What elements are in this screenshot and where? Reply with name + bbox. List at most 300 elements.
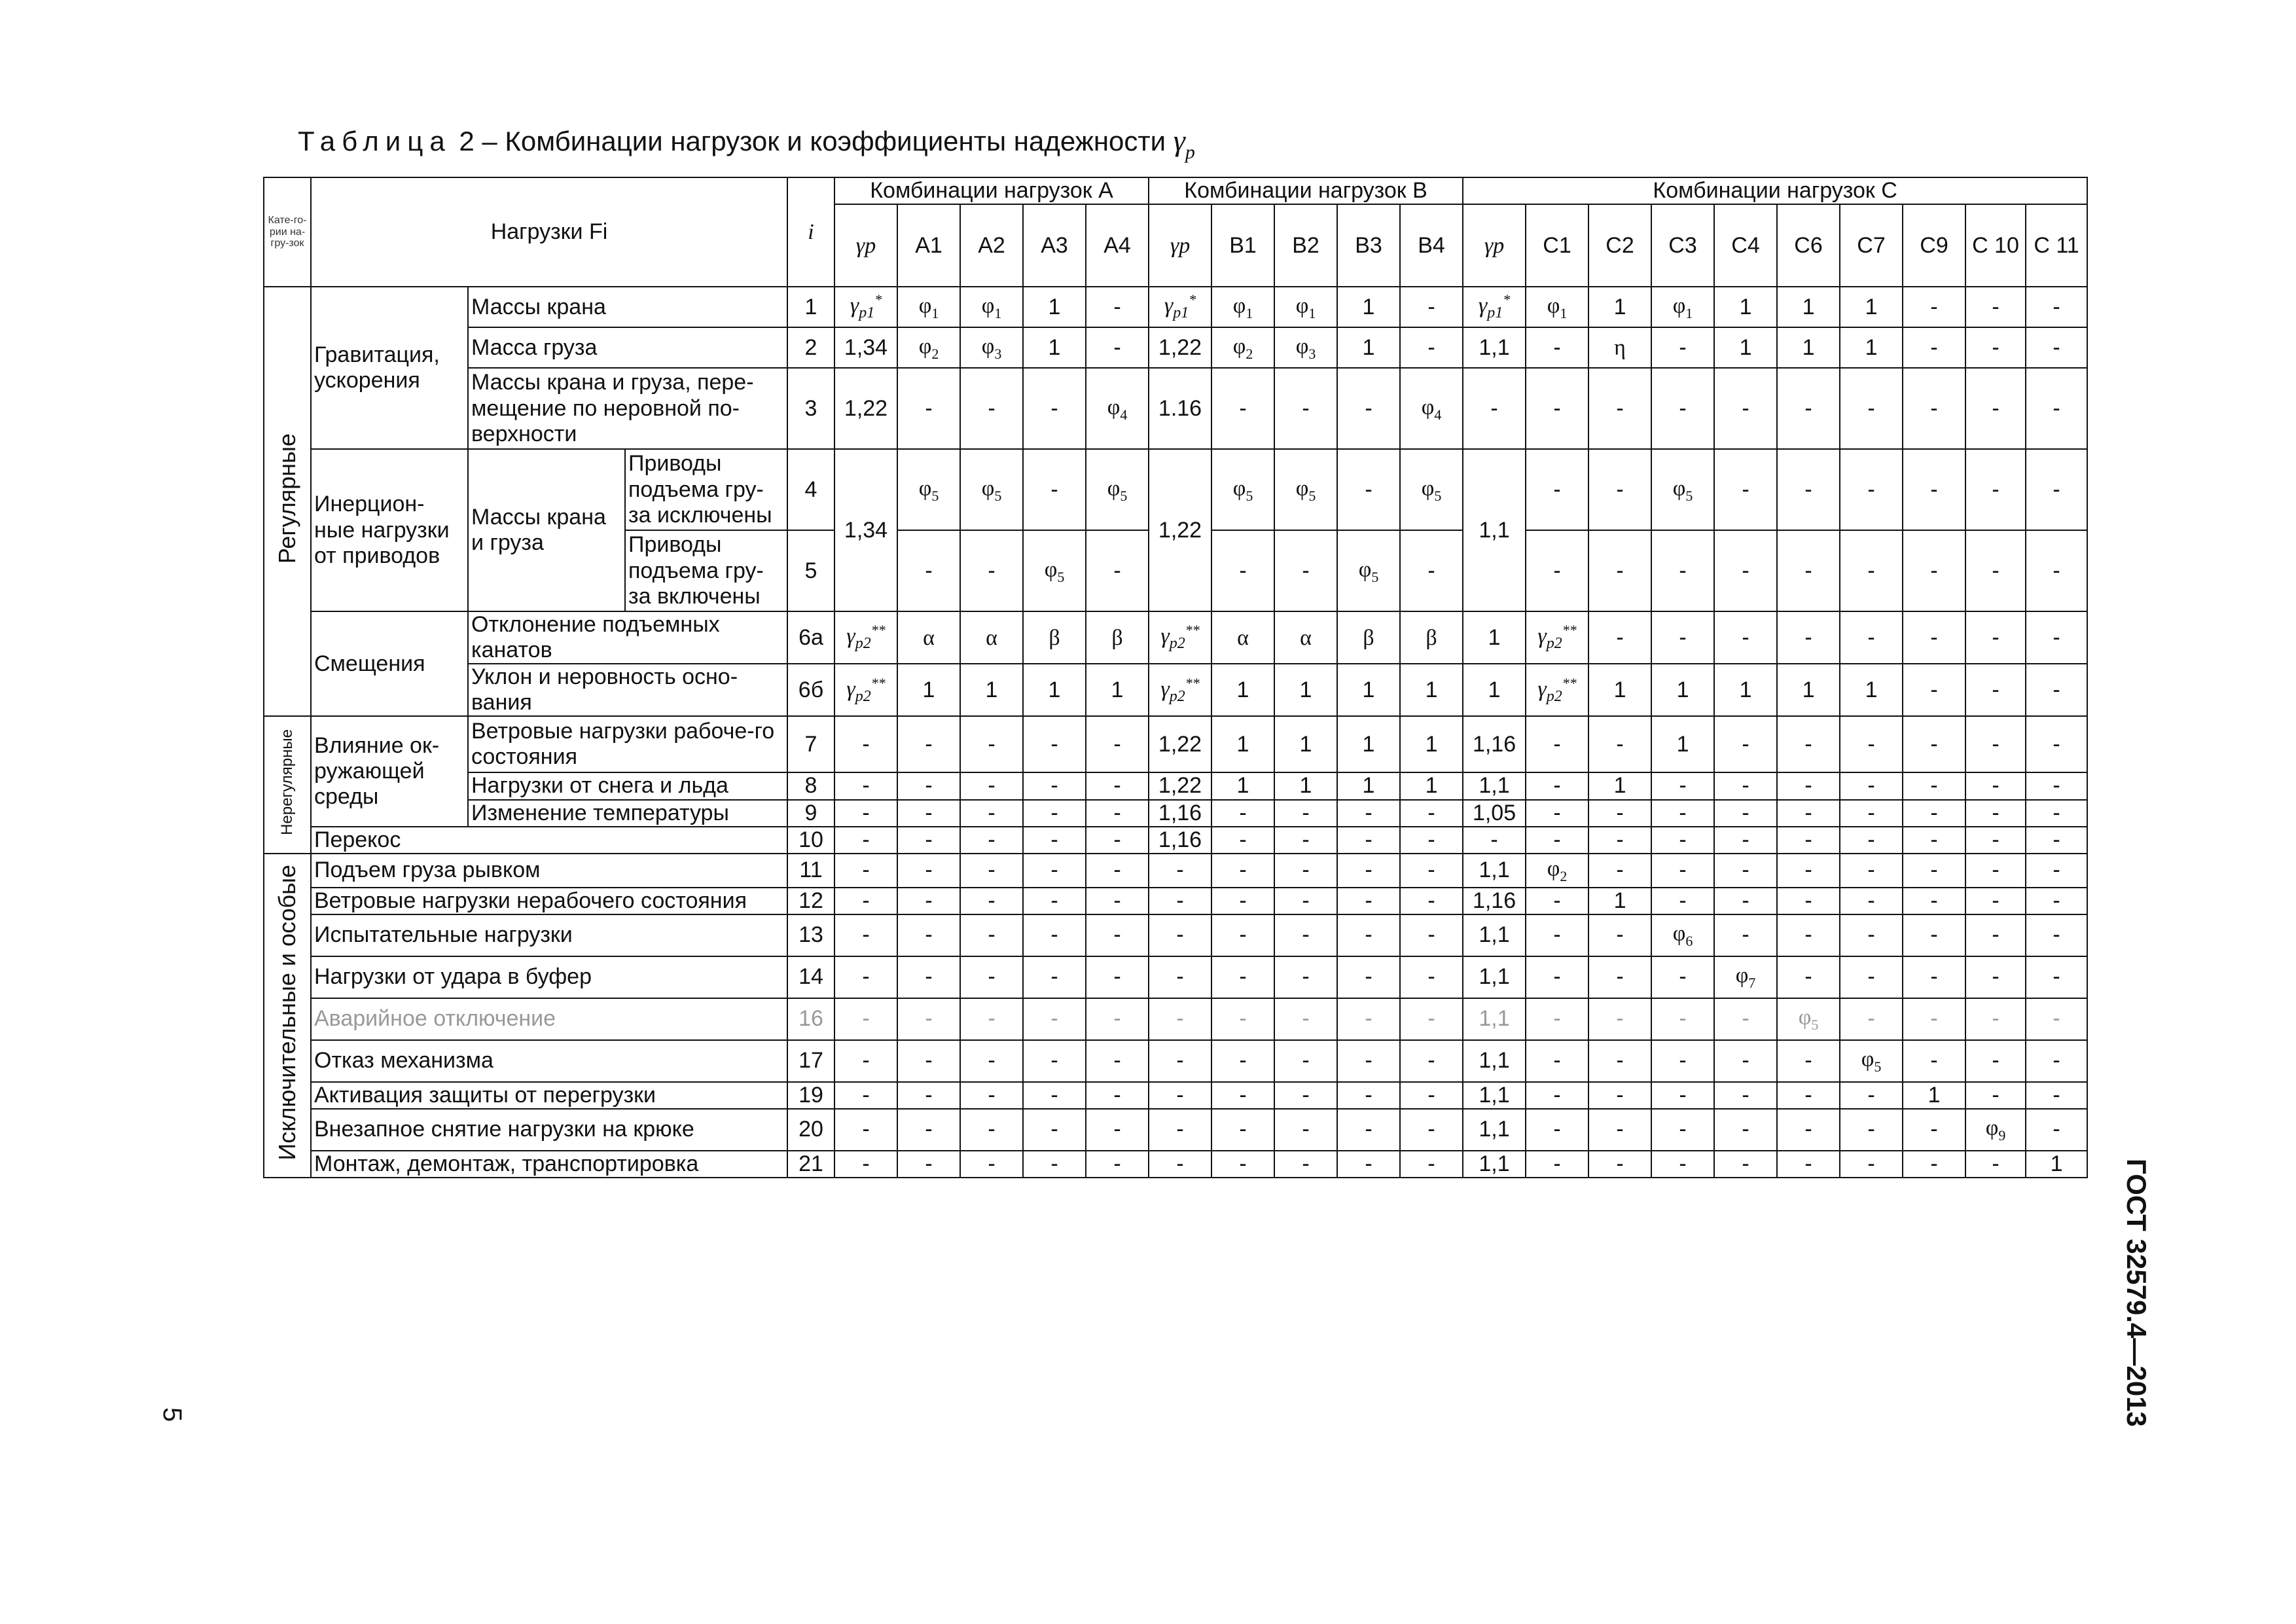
table-cell: - [1274, 854, 1337, 888]
table-cell: - [1526, 716, 1588, 772]
table-cell: - [1086, 530, 1149, 611]
table-cell: - [1777, 530, 1840, 611]
group-masses: Массы крана и груза [468, 449, 625, 611]
table-cell: - [1400, 914, 1463, 956]
table-cell: - [1149, 998, 1211, 1040]
table-cell: β [1086, 611, 1149, 664]
table-cell: - [2026, 888, 2087, 914]
table-cell: 1 [1274, 664, 1337, 716]
table-cell: - [1903, 1151, 1965, 1178]
caption-symbol: γ [1173, 124, 1185, 157]
table-cell: - [1149, 1040, 1211, 1082]
table-cell: - [1274, 800, 1337, 827]
table-cell: - [834, 1082, 897, 1109]
table-cell: - [1211, 1109, 1274, 1151]
table-cell: 1 [1463, 664, 1526, 716]
table-cell: β [1400, 611, 1463, 664]
table-cell: - [1086, 772, 1149, 799]
table-cell: - [1903, 956, 1965, 998]
table-cell: - [1777, 772, 1840, 799]
table-row [264, 327, 2087, 368]
table-cell: 1,1 [1463, 854, 1526, 888]
table-cell: 1 [1588, 664, 1651, 716]
row-index: 8 [787, 772, 834, 799]
table-cell: $\gamma_{p2}^{**}$ [1526, 611, 1588, 664]
table-cell: - [1903, 888, 1965, 914]
table-cell: - [1211, 854, 1274, 888]
table-cell: 1 [2026, 1151, 2087, 1178]
table-cell: - [2026, 854, 2087, 888]
row-index: 11 [787, 854, 834, 888]
header-col-b4: B4 [1400, 204, 1463, 287]
table-cell: - [2026, 287, 2087, 327]
table-cell: - [1526, 368, 1588, 449]
table-cell: - [1337, 827, 1400, 854]
table-cell: - [1588, 1151, 1651, 1178]
table-cell: - [1526, 1040, 1588, 1082]
row-index: 17 [787, 1040, 834, 1082]
table-cell: - [1840, 772, 1903, 799]
table-cell: - [1965, 287, 2026, 327]
row-index: 12 [787, 888, 834, 914]
table-cell: - [1149, 1109, 1211, 1151]
table-cell: - [1086, 327, 1149, 368]
table-cell: - [1777, 1109, 1840, 1151]
table-cell: - [2026, 1082, 2087, 1109]
header-col-b3: B3 [1337, 204, 1400, 287]
header-col-b1: B1 [1211, 204, 1274, 287]
table-cell: 1.16 [1149, 368, 1211, 449]
table-row [264, 800, 2087, 827]
table-cell: - [1840, 956, 1903, 998]
table-cell: $\varphi_6$ [1651, 914, 1714, 956]
table-cell: - [1274, 888, 1337, 914]
row-index: 20 [787, 1109, 834, 1151]
table-cell: - [1588, 530, 1651, 611]
table-cell: - [1714, 888, 1777, 914]
table-cell: - [2026, 449, 2087, 530]
table-cell: 1,16 [1463, 716, 1526, 772]
header-col-c4: C4 [1714, 204, 1777, 287]
category-irregular [264, 716, 311, 853]
caption-prefix: Таблица [298, 126, 452, 156]
table-cell: - [1903, 327, 1965, 368]
table-cell: - [1714, 914, 1777, 956]
table-cell: 1 [1337, 287, 1400, 327]
row-label: Уклон и неровность осно-вания [468, 664, 787, 716]
table-cell: - [1086, 287, 1149, 327]
table-cell: $\varphi_1$ [1211, 287, 1274, 327]
table-cell: - [1274, 368, 1337, 449]
table-cell: $\gamma_{p2}^{**}$ [834, 611, 897, 664]
table-cell: - [1086, 1082, 1149, 1109]
group-environment: Влияние ок-ружающей среды [311, 716, 468, 826]
table-cell: - [1965, 1151, 2026, 1178]
table-cell: $\varphi_7$ [1714, 956, 1777, 998]
table-cell: - [2026, 611, 2087, 664]
row-label: Массы крана [468, 287, 787, 327]
row-label: Нагрузки от снега и льда [468, 772, 787, 799]
table-cell: - [1588, 854, 1651, 888]
header-category: Кате-го-рии на-гру-зок [264, 177, 311, 287]
table-cell: - [1526, 327, 1588, 368]
table-cell: 1 [1840, 664, 1903, 716]
table-cell: $\gamma_{p2}^{**}$ [1149, 664, 1211, 716]
table-cell: - [897, 888, 960, 914]
table-cell: $\varphi_2$ [897, 327, 960, 368]
table-cell: 1,1 [1463, 449, 1526, 611]
header-col-c9: C9 [1903, 204, 1965, 287]
table-cell: - [1651, 368, 1714, 449]
table-cell: - [1337, 1082, 1400, 1109]
table-cell: - [1400, 827, 1463, 854]
table-cell: - [1274, 1151, 1337, 1178]
table-cell: - [1965, 664, 2026, 716]
table-cell: - [1400, 1040, 1463, 1082]
table-cell: 1 [1086, 664, 1149, 716]
table-cell: - [1840, 611, 1903, 664]
table-cell: - [1023, 827, 1086, 854]
table-cell: - [1651, 956, 1714, 998]
table-cell: - [1903, 998, 1965, 1040]
table-cell: - [1211, 368, 1274, 449]
row-label: Отклонение подъемных канатов [468, 611, 787, 664]
table-cell: - [1840, 1151, 1903, 1178]
table-cell: - [834, 800, 897, 827]
table-cell: - [2026, 914, 2087, 956]
table-cell: - [1400, 287, 1463, 327]
table-cell: - [1714, 1040, 1777, 1082]
table-cell: - [1211, 1040, 1274, 1082]
table-cell: - [1023, 368, 1086, 449]
table-cell: - [1526, 827, 1588, 854]
row-label: Аварийное отключение [311, 998, 787, 1040]
table-cell: - [1903, 854, 1965, 888]
table-cell: 1 [1211, 772, 1274, 799]
standard-code: ГОСТ 32579.4—2013 [2121, 1159, 2152, 1427]
table-cell: $\varphi_5$ [1086, 449, 1149, 530]
table-cell: - [1651, 327, 1714, 368]
table-row [264, 956, 2087, 998]
table-cell: - [1526, 772, 1588, 799]
table-cell: 1 [1777, 327, 1840, 368]
table-cell: - [897, 1151, 960, 1178]
header-col-b2: B2 [1274, 204, 1337, 287]
table-cell: - [2026, 800, 2087, 827]
table-cell: - [1840, 914, 1903, 956]
table-cell: 1 [1211, 664, 1274, 716]
table-cell: - [1023, 1082, 1086, 1109]
table-row [264, 914, 2087, 956]
table-row [264, 827, 2087, 854]
table-cell: - [1777, 1151, 1840, 1178]
table-cell: $\varphi_4$ [1086, 368, 1149, 449]
table-cell: - [1588, 368, 1651, 449]
table-cell: - [1086, 1109, 1149, 1151]
table-cell: - [960, 1040, 1023, 1082]
table-cell: - [1777, 1040, 1840, 1082]
table-cell: - [1211, 888, 1274, 914]
group-gravity: Гравитация, ускорения [311, 287, 468, 449]
table-cell: 1 [1023, 327, 1086, 368]
table-cell: 1,22 [1149, 716, 1211, 772]
table-cell: - [1588, 998, 1651, 1040]
table-cell: - [1588, 956, 1651, 998]
table-cell: $\varphi_5$ [1400, 449, 1463, 530]
table-cell: - [897, 854, 960, 888]
table-cell: - [1714, 1151, 1777, 1178]
table-cell: 1 [1023, 664, 1086, 716]
table-cell: - [897, 1040, 960, 1082]
table-cell: - [1777, 368, 1840, 449]
table-cell: - [1588, 1040, 1651, 1082]
table-cell: - [1903, 287, 1965, 327]
table-cell: - [1086, 800, 1149, 827]
table-cell: - [2026, 772, 2087, 799]
table-cell: $\varphi_5$ [1777, 998, 1840, 1040]
table-cell: - [1651, 530, 1714, 611]
table-cell: - [2026, 530, 2087, 611]
table-cell: 1 [1777, 287, 1840, 327]
header-col-c1: C1 [1526, 204, 1588, 287]
table-cell: - [1714, 1082, 1777, 1109]
table-cell: 1,05 [1463, 800, 1526, 827]
row-label: Ветровые нагрузки рабоче-го состояния [468, 716, 787, 772]
table-cell: - [897, 998, 960, 1040]
table-row [264, 287, 2087, 327]
table-cell: $\varphi_1$ [1274, 287, 1337, 327]
table-cell: - [1526, 800, 1588, 827]
table-cell: - [1777, 956, 1840, 998]
table-cell: - [1211, 1082, 1274, 1109]
table-cell: - [897, 716, 960, 772]
category-regular [264, 287, 311, 716]
table-cell: - [960, 368, 1023, 449]
table-cell: 1,1 [1463, 1151, 1526, 1178]
table-cell: - [960, 530, 1023, 611]
row-index: 13 [787, 914, 834, 956]
table-cell: - [1965, 854, 2026, 888]
table-cell: - [1651, 827, 1714, 854]
row-index: 14 [787, 956, 834, 998]
header-col-c3: C3 [1651, 204, 1714, 287]
table-cell: - [1337, 449, 1400, 530]
table-cell: - [1903, 611, 1965, 664]
table-cell: - [1588, 449, 1651, 530]
table-cell: - [1149, 956, 1211, 998]
header-gamma-b: γp [1149, 204, 1211, 287]
table-cell: $\varphi_1$ [1651, 287, 1714, 327]
table-cell: - [1903, 368, 1965, 449]
caption-text: 2 – Комбинации нагрузок и коэффициенты надежности [459, 126, 1166, 156]
table-cell: - [960, 854, 1023, 888]
table-cell: 1,16 [1149, 800, 1211, 827]
table-cell: - [834, 888, 897, 914]
table-cell: $\gamma_{p2}^{**}$ [834, 664, 897, 716]
table-cell: - [1588, 827, 1651, 854]
table-cell: - [834, 1151, 897, 1178]
table-cell: $\varphi_5$ [897, 449, 960, 530]
table-row [264, 716, 2087, 772]
table-cell: - [1023, 956, 1086, 998]
row-label: Отказ механизма [311, 1040, 787, 1082]
row-label: Масса груза [468, 327, 787, 368]
row-label: Массы крана и груза, пере-мещение по неровной по-верхности [468, 368, 787, 449]
table-cell: - [1840, 827, 1903, 854]
table-cell: - [834, 772, 897, 799]
table-cell: - [1714, 1109, 1777, 1151]
table-cell: - [1274, 956, 1337, 998]
table-cell: α [960, 611, 1023, 664]
table-cell: - [1965, 611, 2026, 664]
table-cell: - [1211, 956, 1274, 998]
table-cell: 1,1 [1463, 327, 1526, 368]
table-cell: - [1965, 914, 2026, 956]
category-exceptional [264, 854, 311, 1178]
table-cell: - [1965, 827, 2026, 854]
table-cell: - [2026, 956, 2087, 998]
table-cell: - [1337, 800, 1400, 827]
table-cell: - [960, 716, 1023, 772]
table-cell: - [1903, 772, 1965, 799]
table-cell: 1 [1714, 287, 1777, 327]
table-cell: 1,1 [1463, 1040, 1526, 1082]
table-cell: 1 [1903, 1082, 1965, 1109]
table-cell: - [1840, 716, 1903, 772]
table-cell: $\varphi_1$ [960, 287, 1023, 327]
table-cell: - [1023, 914, 1086, 956]
group-inertial: Инерцион-ные нагрузки от приводов [311, 449, 468, 611]
table-cell: - [1149, 888, 1211, 914]
table-cell: $\varphi_3$ [1274, 327, 1337, 368]
row-label: Изменение температуры [468, 800, 787, 827]
table-cell: $\varphi_2$ [1526, 854, 1588, 888]
table-cell: - [1651, 1082, 1714, 1109]
row-label: Внезапное снятие нагрузки на крюке [311, 1109, 787, 1151]
table-cell: 1,1 [1463, 956, 1526, 998]
table-cell: - [1211, 530, 1274, 611]
table-caption [298, 123, 1195, 163]
table-cell: - [1337, 888, 1400, 914]
table-cell: - [1588, 800, 1651, 827]
table-cell: 1,1 [1463, 914, 1526, 956]
row-index: 6б [787, 664, 834, 716]
header-group-c: Комбинации нагрузок С [1463, 177, 2087, 204]
row-index: 19 [787, 1082, 834, 1109]
table-cell: - [1588, 1109, 1651, 1151]
header-col-c11: C 11 [2026, 204, 2087, 287]
table-cell: - [1149, 1082, 1211, 1109]
row-index: 1 [787, 287, 834, 327]
table-cell: - [1149, 854, 1211, 888]
table-cell: - [1211, 800, 1274, 827]
table-cell: - [1274, 914, 1337, 956]
table-cell: - [1211, 914, 1274, 956]
table-cell: 1,22 [1149, 449, 1211, 611]
header-index: i [787, 177, 834, 287]
table-cell: $\varphi_3$ [960, 327, 1023, 368]
table-cell: - [1903, 716, 1965, 772]
table-cell: $\varphi_5$ [1840, 1040, 1903, 1082]
header-group-b: Комбинации нагрузок В [1149, 177, 1463, 204]
table-cell: - [1400, 1082, 1463, 1109]
table-cell: - [1526, 998, 1588, 1040]
table-cell: - [1463, 368, 1526, 449]
table-cell: - [1965, 716, 2026, 772]
row-index: 16 [787, 998, 834, 1040]
table-body [264, 287, 2087, 1178]
table-cell: - [1714, 530, 1777, 611]
table-cell: - [1337, 1040, 1400, 1082]
table-cell: - [1400, 530, 1463, 611]
table-cell: α [1274, 611, 1337, 664]
table-cell: - [1777, 888, 1840, 914]
table-cell: - [1274, 827, 1337, 854]
table-cell: - [1714, 772, 1777, 799]
table-cell: - [1526, 956, 1588, 998]
table-cell: - [960, 956, 1023, 998]
table-cell: 1 [1400, 664, 1463, 716]
table-cell: η [1588, 327, 1651, 368]
table-cell: - [1023, 772, 1086, 799]
table-cell: - [960, 800, 1023, 827]
table-cell: - [1903, 530, 1965, 611]
table-cell: - [897, 956, 960, 998]
table-cell: - [1023, 1109, 1086, 1151]
table-cell: - [1777, 800, 1840, 827]
table-cell: - [1714, 611, 1777, 664]
table-cell: - [1023, 854, 1086, 888]
table-cell: - [897, 800, 960, 827]
table-cell: - [1274, 1082, 1337, 1109]
table-cell: - [1965, 800, 2026, 827]
table-cell: 1,16 [1463, 888, 1526, 914]
header-col-a1: A1 [897, 204, 960, 287]
table-cell: - [1714, 716, 1777, 772]
table-cell: - [1965, 888, 2026, 914]
table-cell: - [1777, 611, 1840, 664]
table-cell: - [1337, 1151, 1400, 1178]
table-cell: - [1274, 1040, 1337, 1082]
header-group-a: Комбинации нагрузок А [834, 177, 1149, 204]
table-cell: - [1400, 327, 1463, 368]
table-cell: - [1651, 800, 1714, 827]
table-cell: - [1777, 914, 1840, 956]
table-cell: - [1965, 449, 2026, 530]
table-cell: - [1903, 449, 1965, 530]
table-cell: - [1023, 998, 1086, 1040]
table-cell: $\varphi_5$ [1023, 530, 1086, 611]
row-label: Активация защиты от перегрузки [311, 1082, 787, 1109]
table-cell: - [1526, 888, 1588, 914]
table-cell: - [897, 914, 960, 956]
table-row [264, 611, 2087, 664]
table-cell: 1 [1463, 611, 1526, 664]
table-cell: 1 [1588, 772, 1651, 799]
table-cell: 1 [1337, 772, 1400, 799]
table-cell: - [1965, 530, 2026, 611]
row-label: Испытательные нагрузки [311, 914, 787, 956]
table-cell: 1 [1400, 716, 1463, 772]
table-cell: 1 [1337, 664, 1400, 716]
table-cell: $\varphi_5$ [1274, 449, 1337, 530]
table-cell: - [1526, 1082, 1588, 1109]
table-cell: - [2026, 368, 2087, 449]
table-cell: - [1400, 956, 1463, 998]
table-cell: - [1337, 998, 1400, 1040]
table-cell: - [834, 956, 897, 998]
table-cell: 1 [1714, 327, 1777, 368]
